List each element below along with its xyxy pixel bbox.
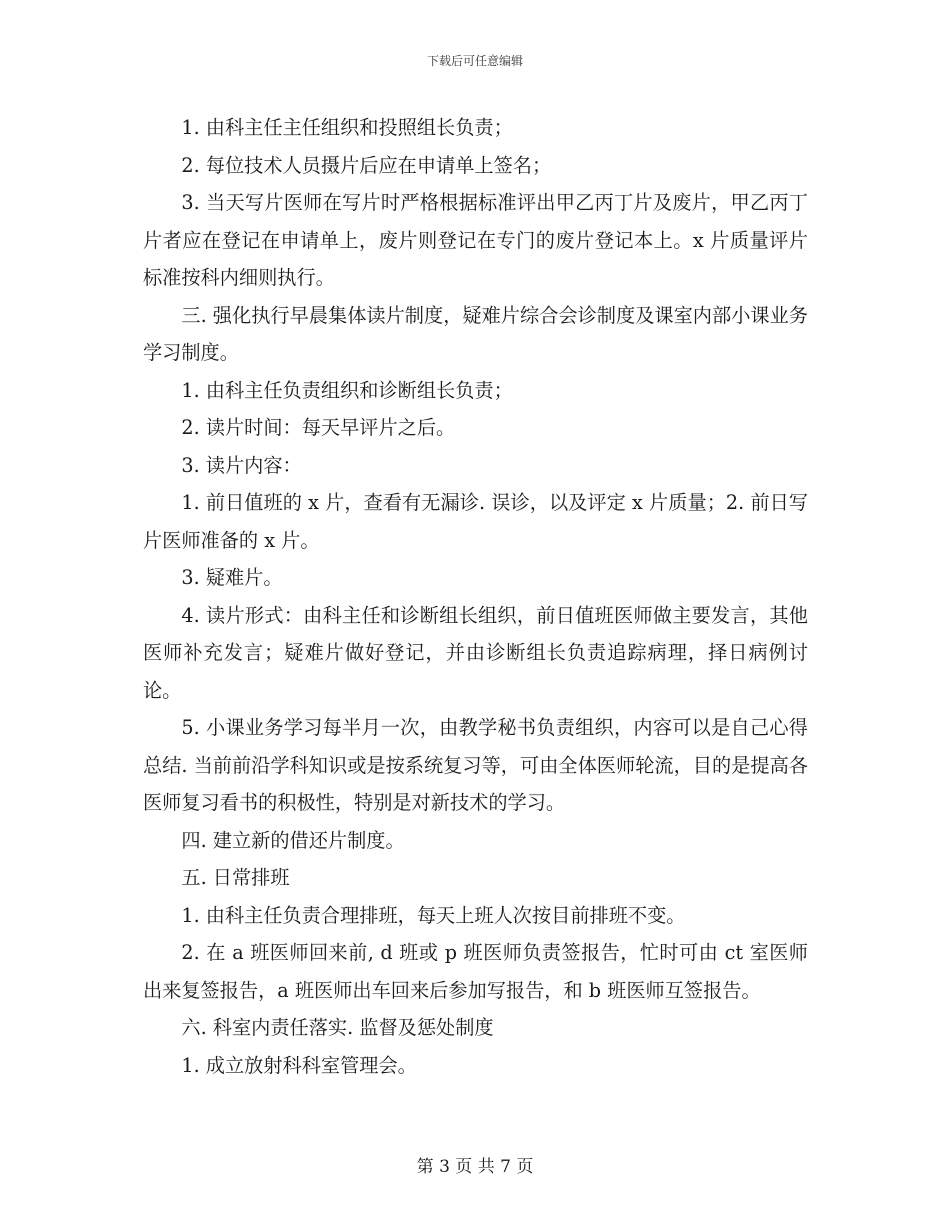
document-body	[143, 109, 808, 1084]
paragraph: 四. 建立新的借还片制度。	[181, 828, 405, 852]
paragraph: 2. 在 a 班医师回来前, d 班或 p 班医师负责签报告，忙时可由 ct 室医师出来复签报告，a 班医师出车回来后参加写报告，和 b 班医师互签报告。	[143, 941, 808, 1002]
paragraph: 3. 当天写片医师在写片时严格根据标准评出甲乙丙丁片及废片，甲乙丙丁片者应在登记在申请单上，废片则登记在专门的废片登记本上。x 片质量评片标准按科内细则执行。	[143, 191, 808, 289]
paragraph: 2. 每位技术人员摄片后应在申请单上签名；	[181, 153, 552, 177]
paragraph: 六. 科室内责任落实. 监督及惩处制度	[181, 1016, 494, 1039]
paragraph: 5. 小课业务学习每半月一次，由教学秘书负责组织，内容可以是自己心得总结. 当前前沿学科知识或是按系统复习等，可由全体医师轮流，目的是提高各医师复习看书的积极性，特别是对新技术的学习。	[143, 716, 808, 814]
paragraph: 1. 由科主任主任组织和投照组长负责；	[181, 116, 513, 139]
page-header: 下载后可任意编辑	[426, 54, 523, 68]
paragraph: 1. 成立放射科科室管理会。	[181, 1053, 417, 1077]
paragraph: 三. 强化执行早晨集体读片制度，疑难片综合会诊制度及课室内部小课业务学习制度。	[143, 303, 808, 364]
paragraph: 3. 疑难片。	[181, 566, 283, 589]
paragraph: 3. 读片内容：	[181, 453, 302, 477]
paragraph: 五. 日常排班	[181, 866, 290, 889]
paragraph: 4. 读片形式：由科主任和诊断组长组织，前日值班医师做主要发言，其他医师补充发言；疑难片做好登记，并由诊断组长负责追踪病理，择日病例讨论。	[143, 603, 808, 702]
page-number-footer: 第 3 页 共 7 页	[416, 1157, 534, 1177]
paragraph: 2. 读片时间：每天早评片之后。	[181, 416, 456, 439]
paragraph: 1. 前日值班的 x 片，查看有无漏诊. 误诊，以及评定 x 片质量；2. 前日写片医师准备的 x 片。	[143, 491, 808, 552]
paragraph: 1. 由科主任负责组织和诊断组长负责；	[181, 378, 513, 402]
paragraph: 1. 由科主任负责合理排班，每天上班人次按目前排班不变。	[181, 903, 686, 927]
